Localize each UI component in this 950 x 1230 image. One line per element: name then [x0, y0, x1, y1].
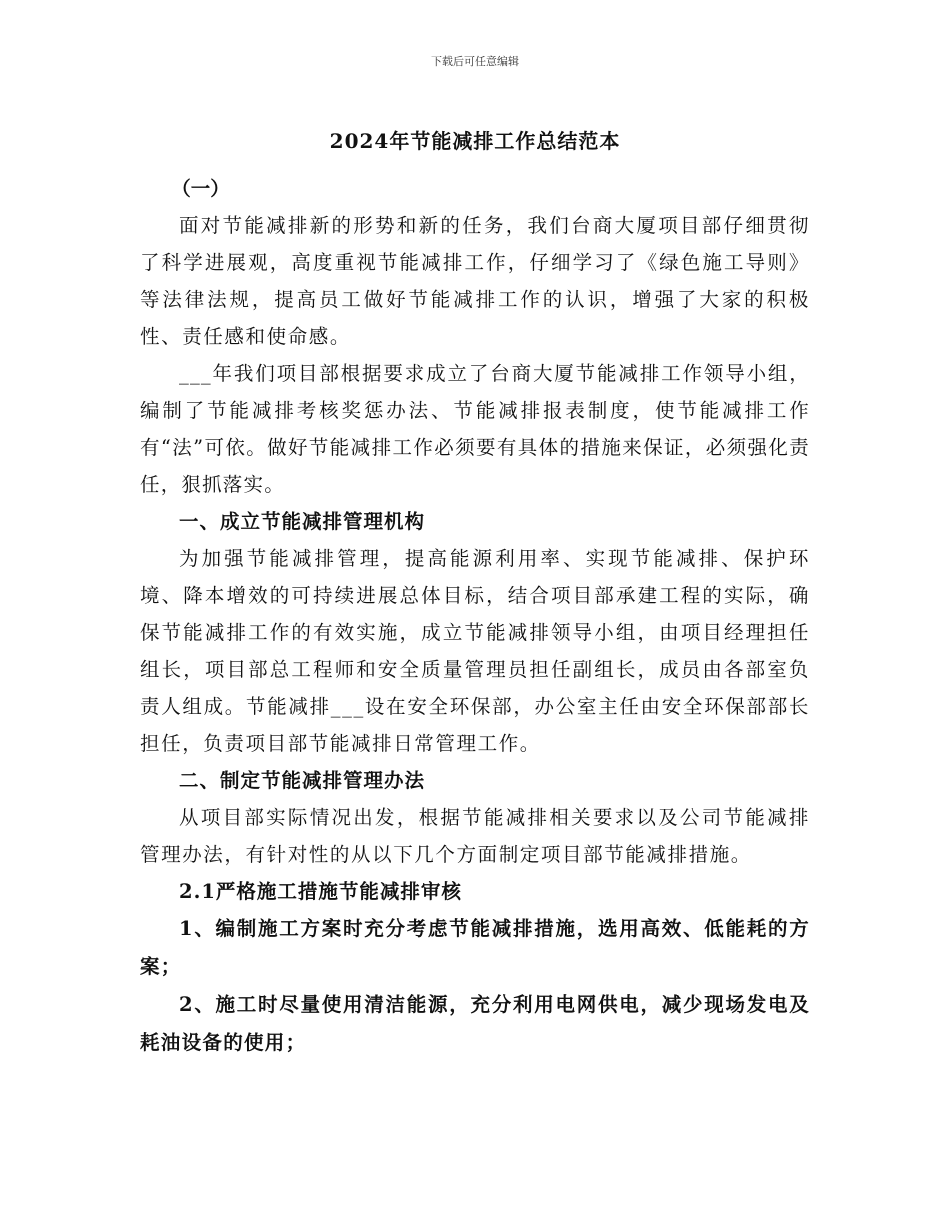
paragraph-management-body: 为加强节能减排管理，提高能源利用率、实现节能减排、保护环境、降本增效的可持续进展总体目标，结合项目部承建工程的实际，确保节能减排工作的有效实施，成立节能减排领导小组，由项目经理担任组长，项目部总工程师和安全质量管理员担任副组长，成员由各部室负责人组成。节能减排___设在安全环保部，办公室主任由安全环保部部长担任，负责项目部节能减排日常管理工作。 — [140, 547, 810, 755]
list-item-1: 1、编制施工方案时充分考虑节能减排措施，选用高效、低能耗的方案； — [140, 917, 810, 978]
page-header: 下载后可任意编辑 — [431, 55, 519, 68]
paragraph-intro: 面对节能减排新的形势和新的任务，我们台商大厦项目部仔细贯彻了科学进展观，高度重视节能减排工作，仔细学习了《绿色施工导则》等法律法规，提高员工做好节能减排工作的认识，增强了大家的积极性、责任感和使命感。 — [140, 214, 810, 348]
heading-section-1: 一、成立节能减排管理机构 — [179, 510, 426, 533]
section-marker: （一） — [171, 177, 230, 200]
heading-subsection-2-1: 2.1严格施工措施节能减排审核 — [179, 880, 462, 903]
list-item-2: 2、施工时尽量使用清洁能源，充分利用电网供电，减少现场发电及耗油设备的使用； — [140, 993, 810, 1054]
paragraph-management-measures: 从项目部实际情况出发，根据节能减排相关要求以及公司节能减排管理办法，有针对性的从以下几个方面制定项目部节能减排措施。 — [140, 806, 810, 866]
paragraph-leadership-group: ___年我们项目部根据要求成立了台商大厦节能减排工作领导小组，编制了节能减排考核奖惩办法、节能减排报表制度，使节能减排工作有“法”可依。做好节能减排工作必须要有具体的措施来保证，必须强化责任，狠抓落实。 — [140, 362, 810, 496]
heading-section-2: 二、制定节能减排管理办法 — [179, 769, 426, 792]
document-title: 2024年节能减排工作总结范本 — [329, 129, 621, 153]
document-body — [140, 170, 810, 1062]
